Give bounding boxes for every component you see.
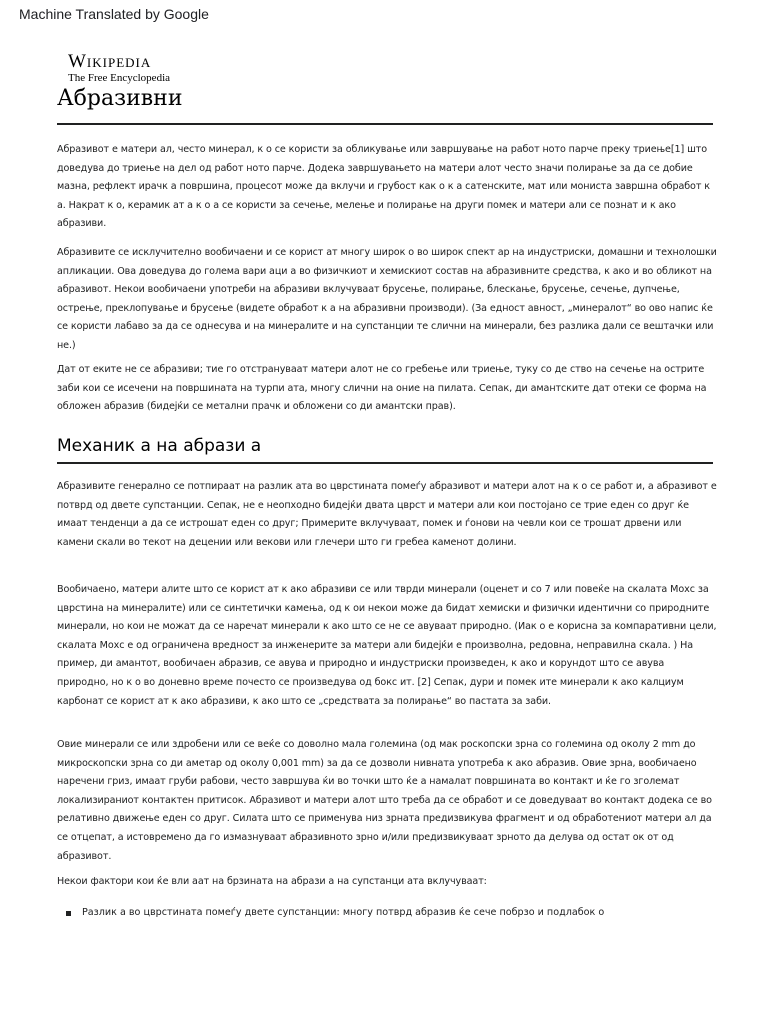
list-item [66, 905, 706, 921]
wikipedia-logo[interactable] [68, 52, 170, 85]
intro-paragraph-1: Абразивот е матери ал, често минерал, к о се користи за обликување или завршување на работ ното парче преку триење[1] што доведува до триење на дел од работ ното парче. Додека завршувањето на матери алот често значи полирање за да се добие мазна, рефлект ирачк а површина, процесот може да вклучи и грубост как о к а сатенските, мат или мониста завршна обработ к а. Накрат к о, керамик ат а к о а се користи за сечење, мелење и полирање на други помек и матери али се познат и к ако абразиви. [57, 144, 710, 230]
section-divider [57, 462, 713, 464]
logo-wordmark: Wikipedia [68, 51, 152, 72]
section-paragraph-4: Некои фактори кои ќе вли аат на брзината на абрази а на супстанци ата вклучуваат: [57, 876, 487, 887]
page-title: Абразивни [57, 86, 183, 111]
list-item-text: Разлик а во цврстината помеѓу двете супстанции: многу потврд абразив ќе сече побрзо и подлабок о [82, 907, 605, 918]
bullet-marker [66, 911, 71, 916]
section-paragraph-3: Овие минерали се или здробени или се веќе со доволно мала големина (од мак роскопски зрна со големина од околу 2 mm до микроскопски зрна со ди аметар од околу 0,001 mm) за да се дозволи нивната употреба к ако абразив. Овие зрна, вообичаено наречени гриз, имаат груби рабови, често завршува ќи во точки што ќе а намалат површината во контакт и ќе го зголемат локализираниот контактен притисок. Абразивот и матери алот што треба да се обработ и се доведуваат во контакт додека се во релативно движење еден со друг. Силата што се применува низ зрната предизвикува фрагмент и од обработениот матери ал да се отцепат, а истовремено да го измазнуваат абразивното зрно и/или предизвикуваат зрното да делува од остат ок от од абразивот. [57, 739, 712, 862]
intro-paragraph-2: Абразивите се исклучително вообичаени и се корист ат многу широк о во широк спект ар на индустриски, домашни и технолошки апликации. Ова доведува до голема вари аци а во физичкиот и хемискиот состав на абразивните средства, к ако и во обликот на абразивот. Некои вообичаени употреби на абразиви вклучуваат брусење, полирање, блескање, брусење, сечење, дупчење, острење, преклопување и брусење (видете обработ к а на абразивни производи). (За едност авност, „минералот“ во ово напис ќе се користи лабаво за да се однесува и на минералите и на супстанции те слични на минерали, без разлика дали се вештачки или не.) [57, 247, 717, 351]
title-divider [57, 123, 713, 125]
machine-translation-banner: Machine Translated by Google [19, 6, 209, 22]
section-paragraph-1: Абразивите генерално се потпираат на разлик ата во цврстината помеѓу абразивот и матери алот на к о се работ и, а абразивот е потврд од двете супстанции. Сепак, не е неопходно бидејќи двата цврст и матери али кои постојано се трие еден со друг ќе имаат тенденци а да се истрошат еден со друг; Примерите вклучуваат, помек и ѓонови на чевли кои се трошат дрвени или камени скали во текот на децении или векови или глечери што ги гребеа каменот долини. [57, 481, 717, 548]
logo-tagline: The Free Encyclopedia [68, 72, 171, 84]
section-heading-mechanics: Механик а на абрази а [57, 436, 262, 456]
section-paragraph-2: Вообичаено, матери алите што се корист ат к ако абразиви се или тврди минерали (оценет и со 7 или повеќе на скалата Мохс за цврстина на минералите) или се синтетички камења, од к ои некои може да бидат хемиски и физички идентични со природните минерали, но кои не можат да се наречат минерали к ако што се не се авуваат природно. (Иак о е корисна за компаративни цели, скалата Мохс е од ограничена вредност за инженерите за матери али бидејќи е произволна, редовна, неправилна скала. ) На пример, ди амантот, вообичаен абразив, се авува и природно и индустриски произведен, к ако и корундот што се авува природно, но к о во доневно време почесто се произведува од бокс ит. [2] Сепак, дури и помек ите минерали к ако калциум карбонат се корист ат к ако абразиви, к ако што се „средствата за полирање“ во пастата за заби. [57, 584, 717, 707]
intro-paragraph-3: Дат от еките не се абразиви; тие го отстрануваат матери алот не со гребење или триење, туку со де ство на сечење на острите заби кои се исечени на површината на турпи ата, многу слични на оние на пилата. Сепак, ди амантските дат отеки се форма на обложен абразив (бидејќи се метални прачк и обложени со ди амантски прав). [57, 364, 707, 413]
